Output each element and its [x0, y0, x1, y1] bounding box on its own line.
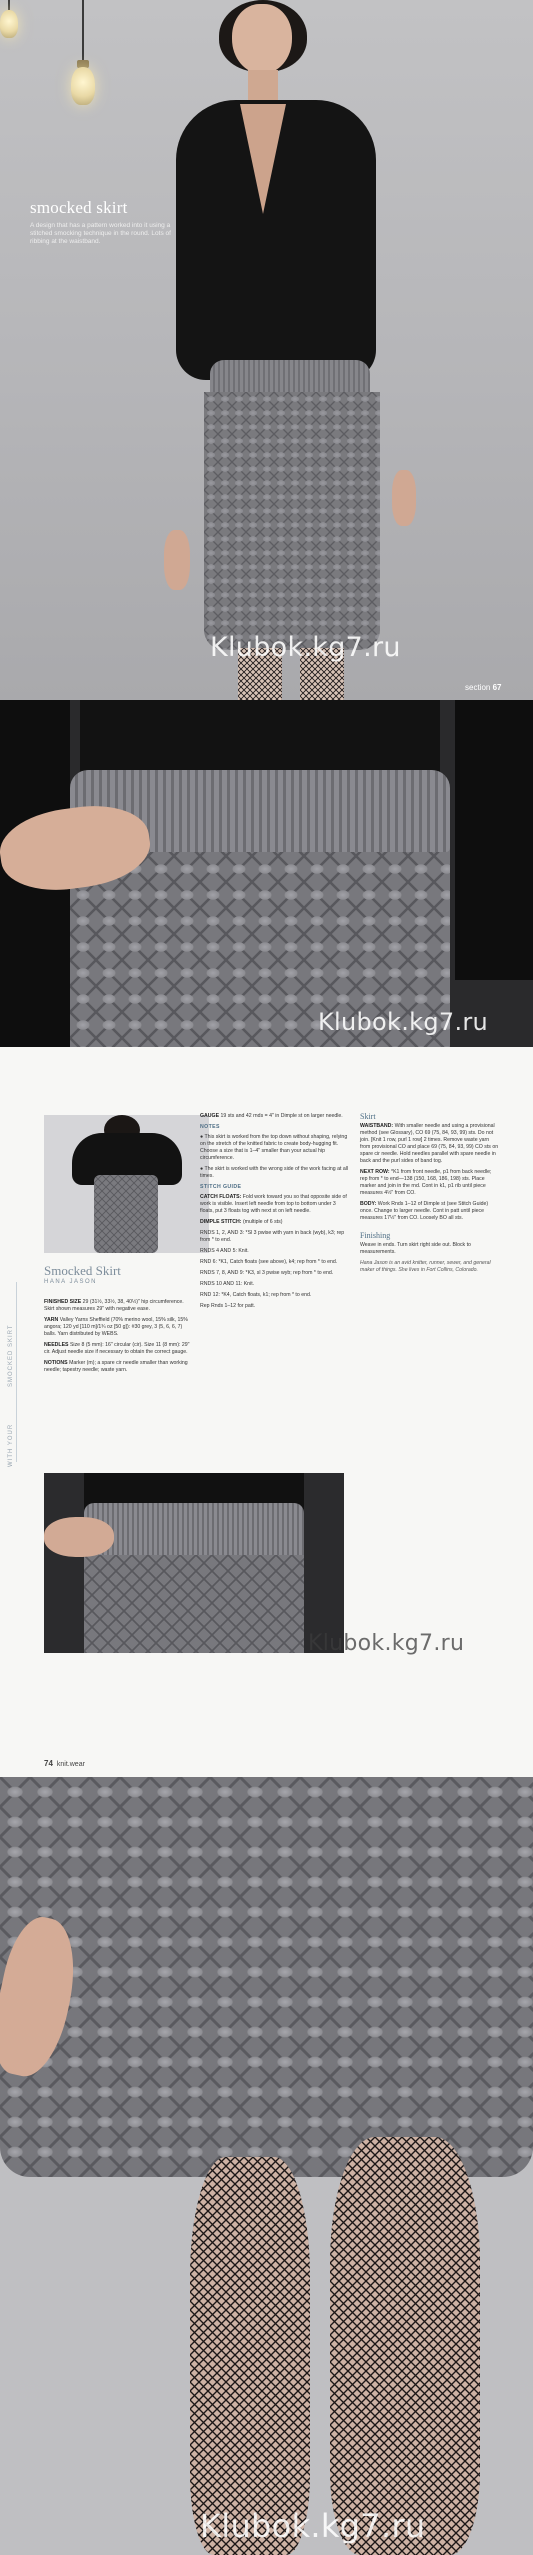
skirt-column [360, 1113, 500, 1278]
round-12: RND 12: *K4, Catch floats, k1; rep from * to end. [200, 1292, 312, 1298]
finishing-heading: Finishing [360, 1231, 391, 1240]
pattern-title: smocked skirt [30, 198, 128, 217]
catch-floats-label: CATCH FLOATS: [200, 1194, 242, 1200]
round-6: RND 6: *K1, Catch floats (see above), k4; rep from * to end. [200, 1259, 338, 1265]
author: HANA JASON [44, 1279, 98, 1285]
watermark: Klubok.kg7.ru [308, 1631, 465, 1656]
cover-photo-panel [0, 0, 533, 700]
folio-number: 74 [44, 1759, 53, 1768]
notions-label: NOTIONS [44, 1360, 68, 1366]
watermark: Klubok.kg7.ru [318, 1008, 489, 1036]
page-folio [44, 1759, 85, 1768]
finished-size: 29 (31½, 33½, 38, 40½)" hip circumference. Skirt shown measures 29" with negative ease. [44, 1299, 184, 1312]
body: Work Rnds 1–12 of Dimple st (see Stitch Guide) once. Change to larger needle. Cont in patt until piece measures 17½" from CO. Loosely BO all sts. [360, 1201, 489, 1221]
fishnet-leg-left [190, 2157, 310, 2555]
page-title: Smocked Skirt [44, 1263, 121, 1278]
catch-floats: Fold work toward you so that opposite side of work is visible. Insert left needle from top to bottom under 3 floats, put 3 floats tog with next st on left needle. [200, 1194, 347, 1214]
model-thumbnail [44, 1115, 209, 1253]
black-top [80, 700, 440, 780]
next-row: *K1 from front needle, p1 from back needle; rep from * to end—138 (150, 168, 186, 198) sts. Place marker and join in the rnd. Cont in k1, p1 rib until piece measures 4½" from CO. [360, 1169, 492, 1196]
next-row-label: NEXT ROW: [360, 1169, 390, 1175]
skirt-detail-panel [0, 1777, 533, 2555]
finished-size-label: FINISHED SIZE [44, 1299, 82, 1305]
needles-label: NEEDLES [44, 1342, 69, 1348]
needles: Size 8 (5 mm): 16" circular (cir). Size 11 (8 mm): 29" cir. Adjust needle size if necessary to obtain the correct gauge. [44, 1342, 190, 1355]
pattern-caption: A design that has a pattern worked into it using a stitched smocking technique in the round. Lots of ribbing at the waistband. [30, 222, 171, 245]
skirt-heading: Skirt [360, 1112, 376, 1121]
yarn-label: YARN [44, 1317, 59, 1323]
stitch-guide-heading: STITCH GUIDE [200, 1184, 242, 1190]
side-tab-text-1: WITH YOUR [8, 1423, 14, 1467]
notes-heading: NOTES [200, 1124, 220, 1130]
pattern-page-panel [0, 1047, 533, 1777]
folio-section: section [465, 683, 491, 692]
model-figure [0, 0, 533, 700]
watermark: Klubok.kg7.ru [210, 632, 401, 663]
dimple: (multiple of 6 sts) [242, 1219, 283, 1225]
model-hand-left [164, 530, 190, 590]
note-1: This skirt is worked from the top down without shaping, relying on the stretch of the knitted fabric to create body-hugging fit. Choose a size that is 1–4" smaller than your actual hip circumference. [200, 1134, 348, 1161]
waistband-closeup-panel [0, 700, 533, 1047]
repeat-note: Rep Rnds 1–12 for patt. [200, 1303, 256, 1309]
side-tab-text-2: SMOCKED SKIRT [8, 1324, 14, 1387]
body-label: BODY: [360, 1201, 377, 1207]
bio-name: Hana Jason [360, 1260, 388, 1266]
smocked-skirt-closeup [0, 1777, 533, 2177]
side-tab [8, 1267, 22, 1467]
folio-text: knit.wear [56, 1761, 85, 1768]
yarn: Valley Yarns Sheffield (70% merino wool, 15% silk, 15% angora; 120 yd [110 m]/1¾ oz [50 g]): #30 grey, 3 (5, 6, 6, 7) balls. Yarn distributed by WEBS. [44, 1317, 188, 1337]
watermark: Klubok.kg7.ru [200, 2507, 426, 2545]
gauge-label: GAUGE [200, 1113, 220, 1119]
dimple-label: DIMPLE STITCH: [200, 1219, 242, 1225]
round-1: RNDS 1, 2, AND 3: *Sl 3 pwise with yarn in back (wyb), k3; rep from * to end. [200, 1230, 345, 1243]
notions: Marker (m); a spare cir needle smaller than working needle; tapestry needle; waste yarn. [44, 1360, 188, 1373]
materials-column [44, 1299, 192, 1378]
sleeve-right [455, 700, 533, 980]
gauge: 19 sts and 42 rnds = 4" in Dimple st on larger needle. [220, 1113, 343, 1119]
waistband-label: WAISTBAND: [360, 1123, 394, 1129]
model-face [232, 4, 292, 74]
page-folio [465, 683, 502, 692]
bio: is an avid knitter, runner, sewer, and general maker of things. She lives in Fort Collins, Colorado. [360, 1260, 491, 1273]
folio-number: 67 [492, 683, 502, 692]
model-hand-right [392, 470, 416, 526]
round-7: RNDS 7, 8, AND 9: *K3, sl 3 pwise wyb; rep from * to end. [200, 1270, 334, 1276]
instructions-column: GAUGE 19 sts and 42 rnds = 4" in Dimple st on larger needle. NOTES ● This skirt is worked from the top down without shaping, relying on the stretch of the knitted fabric to create body-hugging fit. Choose a size that is 1–4" smaller than your actual hip circumference. ● The skirt is worked with the wrong side of the work facing at all times. STITCH GUIDE CATCH FLOATS: Fold work toward you so that opposite side of work is visible. Insert left needle from top to bottom under 3 floats, put 3 floats tog with next st on left needle. DIMPLE STITCH: (multiple of 6 sts) RNDS 1, 2, AND 3: *Sl 3 pwise with yarn in back (wyb), k3; rep from * to end. RNDS 4 AND 5: Knit. RND 6: *K1, Catch floats (see above), k4; rep from * to end. RNDS 7, 8, AND 9: *K3, sl 3 pwise wyb; rep from * to end. RNDS 10 AND 11: Knit. RND 12: *K4, Catch floats, k1; rep from * to end. Rep Rnds 1–12 for patt. [200, 1113, 349, 1309]
smocked-skirt [204, 392, 380, 650]
note-2: The skirt is worked with the wrong side of the work facing at all times. [200, 1166, 349, 1179]
round-4: RNDS 4 AND 5: Knit. [200, 1248, 249, 1254]
fishnet-leg-right [330, 2137, 480, 2555]
finishing: Weave in ends. Turn skirt right side out. Block to measurements. [360, 1242, 471, 1255]
waistband-photo [44, 1473, 344, 1653]
waistband: With smaller needle and using a provisional method (see Glossary), CO 69 (75, 84, 93, 99) sts. Do not join. [Knit 1 row, purl 1 row] 2 times. Remove waste yarn from provisional CO and place 69 (75, 84, 93, 99) CO sts on spare cir needle. Hold needles parallel with spare needle in back and the purl sides of band tog. [360, 1123, 499, 1164]
side-rule [16, 1282, 17, 1462]
round-10: RNDS 10 AND 11: Knit. [200, 1281, 255, 1287]
